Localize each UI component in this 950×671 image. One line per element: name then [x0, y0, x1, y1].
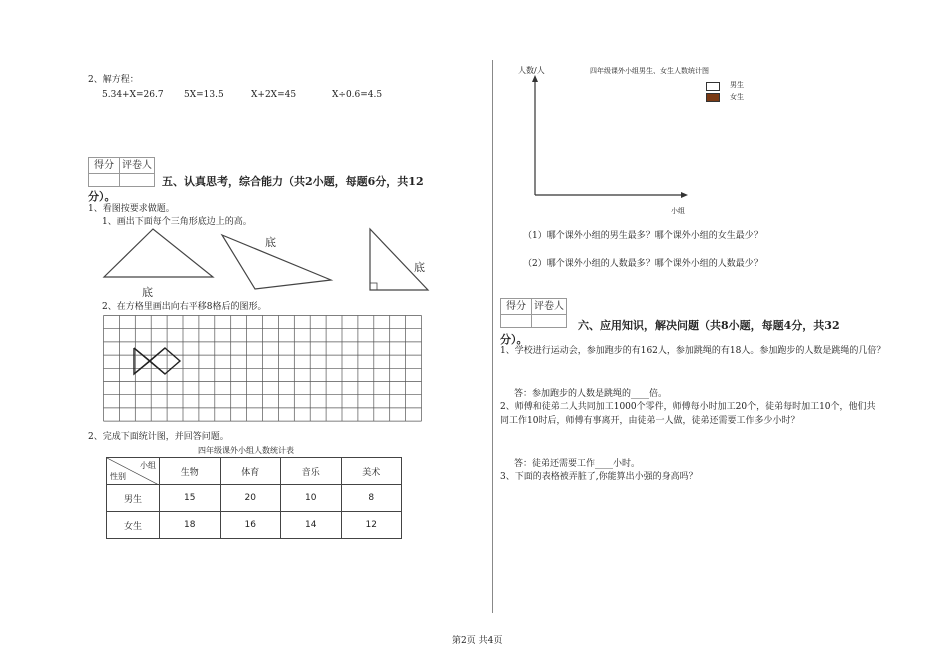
- table-cell: 15: [160, 485, 221, 512]
- problem-2-line1: 2、师傅和徒弟二人共同加工1000个零件，师傅每小时加工20个，徒弟每时加工10个，他们共: [500, 402, 876, 412]
- score-label: 得分: [89, 158, 120, 173]
- table-cell: 10: [281, 485, 342, 512]
- row-label: 男生: [107, 485, 160, 512]
- chart-y-label: 人数/人: [518, 66, 545, 75]
- y-axis-arrow: [532, 75, 538, 82]
- tri-label-3: 底: [414, 261, 425, 274]
- score-blank[interactable]: [89, 174, 120, 186]
- score-label: 得分: [501, 299, 532, 314]
- legend-girl-label: 女生: [730, 93, 744, 101]
- stat-table: [106, 457, 402, 539]
- row-label: 女生: [107, 512, 160, 539]
- q2-label: 2、解方程：: [88, 75, 139, 85]
- score-box-5: [88, 157, 155, 187]
- equation-1: 5.34+X=26.7: [102, 90, 164, 100]
- equation-4: X÷0.6=4.5: [332, 90, 383, 100]
- empty-bar-chart: [520, 72, 695, 207]
- table-cell: 16: [220, 512, 281, 539]
- triangle-2: [222, 235, 331, 289]
- table-header: 美术: [341, 458, 402, 485]
- shape-diamond: [150, 348, 180, 374]
- table-cell: 20: [220, 485, 281, 512]
- q1-1-text: 1、画出下面每个三角形底边上的高。: [102, 217, 252, 227]
- problem-2-answer: 答：徒弟还需要工作____小时。: [514, 459, 641, 469]
- x-axis-arrow: [681, 192, 688, 198]
- equation-3: X+2X=45: [251, 90, 297, 100]
- q2-text: 2、完成下面统计图，并回答问题。: [88, 432, 229, 442]
- chart-x-label: 小组: [671, 207, 685, 215]
- legend-boy-swatch: [706, 82, 720, 91]
- stat-table-title: 四年级课外小组人数统计表: [198, 446, 294, 455]
- triangle-1: [104, 229, 213, 277]
- chart-title: 四年级课外小组男生、女生人数统计图: [590, 67, 709, 75]
- table-cell: 8: [341, 485, 402, 512]
- problem-3: 3、下面的表格被弄脏了,你能算出小强的身高吗？: [500, 472, 698, 482]
- q1-2-text: 2、在方格里画出向右平移8格后的图形。: [102, 302, 267, 312]
- translation-grid: [103, 315, 423, 422]
- grader-blank[interactable]: [532, 315, 566, 327]
- problem-2-line2: 同工作10时后，师傅有事离开，由徒弟一人做，徒弟还需要工作多少小时？: [500, 416, 800, 426]
- legend-girl-swatch: [706, 93, 720, 102]
- shape-left-triangle: [134, 348, 150, 374]
- corner-bottom-label: 性别: [110, 472, 126, 481]
- section5-title: 五、认真思考，综合能力（共2小题，每题6分，共12: [162, 175, 424, 188]
- table-row: [107, 485, 402, 512]
- table-cell: 12: [341, 512, 402, 539]
- table-header: 音乐: [281, 458, 342, 485]
- problem-1: 1、学校进行运动会，参加跑步的有162人，参加跳绳的有18人。参加跑步的人数是跳绳的几倍？: [500, 346, 886, 356]
- section6-title: 六、应用知识，解决问题（共8小题，每题4分，共32: [578, 319, 840, 332]
- score-box-6: [500, 298, 567, 328]
- page-footer: 第2页 共4页: [452, 636, 503, 646]
- table-cell: 14: [281, 512, 342, 539]
- grader-label: 评卷人: [122, 160, 152, 171]
- corner-top-label: 小组: [140, 461, 156, 470]
- grader-blank[interactable]: [120, 174, 154, 186]
- problem-1-answer: 答：参加跑步的人数是跳绳的____倍。: [514, 389, 668, 399]
- table-header: 体育: [220, 458, 281, 485]
- legend-boy-label: 男生: [730, 81, 744, 89]
- table-row: [107, 512, 402, 539]
- chart-question-2: （2）哪个课外小组的人数最多？哪个课外小组的人数最少？: [523, 259, 763, 269]
- right-angle-mark: [370, 283, 377, 290]
- tri-label-2: 底: [265, 236, 276, 249]
- grader-label: 评卷人: [534, 301, 564, 312]
- column-divider: [492, 60, 493, 613]
- section6-title-cont: 分）。: [500, 333, 528, 346]
- table-corner-cell: [107, 458, 160, 485]
- chart-question-1: （1）哪个课外小组的男生最多？哪个课外小组的女生最少？: [523, 231, 763, 241]
- table-cell: 18: [160, 512, 221, 539]
- table-header: 生物: [160, 458, 221, 485]
- equation-2: 5X=13.5: [184, 90, 224, 100]
- table-header-row: [107, 458, 402, 485]
- q1-text: 1、看图按要求做题。: [88, 204, 175, 214]
- score-blank[interactable]: [501, 315, 532, 327]
- tri-label-1: 底: [142, 286, 153, 299]
- section5-title-cont: 分）。: [88, 190, 116, 203]
